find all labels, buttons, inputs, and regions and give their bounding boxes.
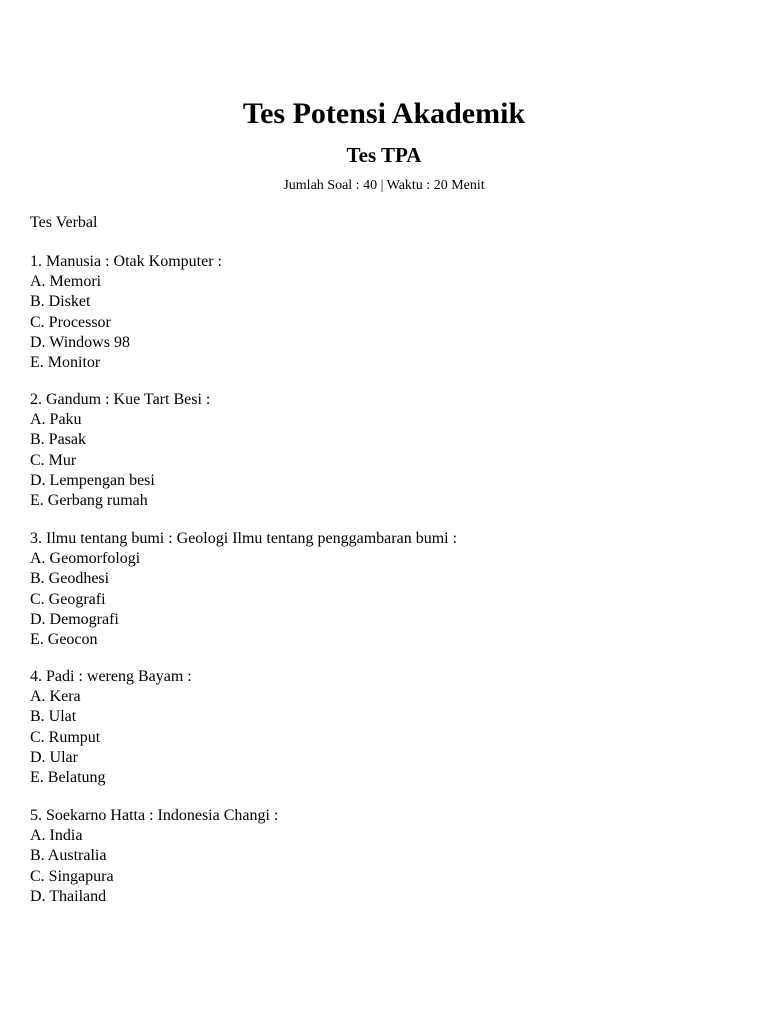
answer-option: D. Thailand (30, 887, 107, 905)
document-subtitle: Tes TPA (346, 143, 422, 167)
answer-option: A. Kera (30, 688, 81, 706)
question-prompt: 1. Manusia : Otak Komputer : (30, 253, 222, 270)
question-prompt: 4. Padi : wereng Bayam : (30, 668, 192, 685)
question-prompt: 3. Ilmu tentang bumi : Geologi Ilmu tentang penggambaran bumi : (30, 530, 458, 547)
answer-option: D. Ular (30, 748, 78, 766)
answer-option: C. Geografi (30, 590, 106, 608)
answer-option: C. Processor (30, 313, 111, 331)
answer-option: B. Ulat (30, 708, 77, 726)
answer-option: B. Geodhesi (30, 570, 110, 588)
answer-option: E. Belatung (30, 769, 106, 787)
answer-option: D. Windows 98 (30, 333, 130, 351)
question-prompt: 2. Gandum : Kue Tart Besi : (30, 391, 211, 408)
answer-option: E. Gerbang rumah (30, 492, 148, 510)
answer-option: C. Mur (30, 451, 77, 469)
answer-option: C. Rumput (30, 728, 101, 746)
question-5 (30, 806, 730, 907)
question-4 (30, 667, 730, 788)
answer-option: B. Australia (30, 847, 107, 865)
answer-option: D. Lempengan besi (30, 471, 155, 489)
answer-option: A. India (30, 827, 83, 845)
answer-option: A. Memori (30, 273, 102, 291)
question-3 (30, 529, 730, 650)
answer-option: C. Singapura (30, 867, 114, 885)
question-2 (30, 390, 730, 511)
question-prompt: 5. Soekarno Hatta : Indonesia Changi : (30, 807, 279, 824)
answer-option: B. Pasak (30, 431, 86, 449)
test-info: Jumlah Soal : 40 | Waktu : 20 Menit (283, 178, 485, 193)
answer-option: D. Demografi (30, 610, 119, 628)
answer-option: E. Geocon (30, 631, 98, 649)
answer-option: E. Monitor (30, 354, 101, 372)
question-1 (30, 252, 730, 373)
answer-option: B. Disket (30, 293, 91, 311)
answer-option: A. Geomorfologi (30, 550, 141, 568)
document-title: Tes Potensi Akademik (242, 97, 526, 130)
answer-option: A. Paku (30, 411, 82, 429)
section-heading: Tes Verbal (30, 214, 98, 231)
